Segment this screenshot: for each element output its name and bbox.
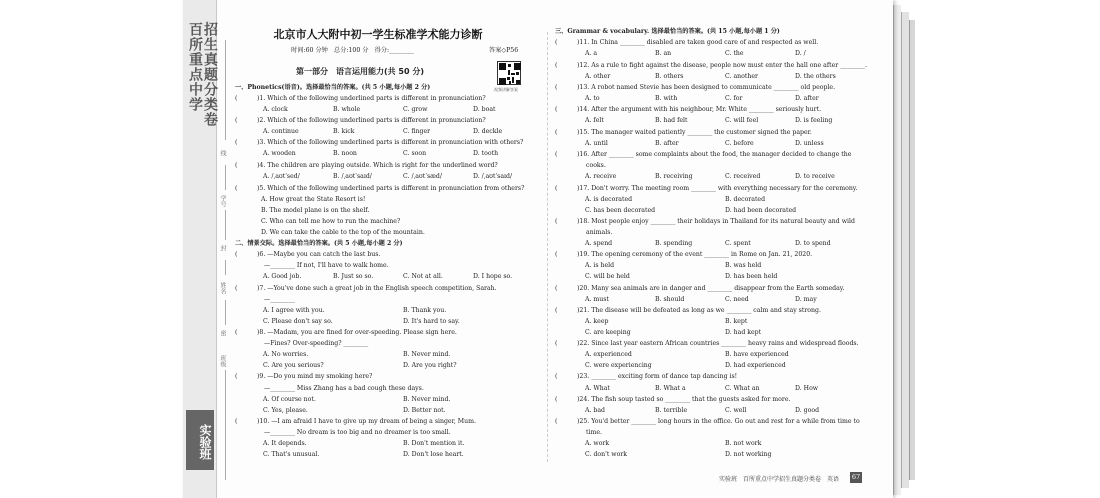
question-label: )11. In China ________ disabled are taken good care of and respected as well. [577, 39, 819, 46]
question-label: )20. Many sea animals are in danger and ________ disappear from the Earth someday. [577, 285, 845, 292]
answer-option: A. work [585, 440, 610, 447]
question-label: )1. Which of the following underlined parts is different in pronunciation? [257, 95, 486, 102]
question-label: )23. ________ exciting form of dance tap dancing is! [577, 373, 738, 380]
answer-option: D. had been decorated [725, 207, 797, 214]
question-text [235, 373, 373, 382]
answer-option: B. decorated [725, 196, 766, 203]
page-number: 67 [851, 473, 861, 481]
question-text [235, 418, 476, 427]
answer-option: A. Of course not. [263, 396, 316, 403]
answer-blank: ( [235, 418, 238, 425]
text-line: —________ Miss Zhang has a bad cough these days. [264, 385, 424, 392]
answer-option: A. keep [585, 318, 609, 325]
answer-option: D. How [795, 385, 819, 392]
answer-option: D. Better not. [403, 407, 446, 414]
answer-option: D. not working [725, 451, 772, 458]
answer-option: C. will feel [725, 117, 759, 124]
answer-blank: ( [555, 185, 558, 192]
question-label: )13. A robot named Stevie has been designed to communicate ________ old people. [577, 84, 836, 91]
question-label: )19. The opening ceremony of the event ________ in Rome on Jan. 21, 2020. [577, 251, 813, 258]
part-heading: 第一部分 语言运用能力(共 50 分) [295, 67, 424, 76]
answer-option: B. spending [655, 240, 693, 247]
text-line: —________ No dream is too big and no dreamer is too small. [264, 429, 451, 436]
text-line: D. We can take the cable to the top of the mountain. [261, 229, 425, 236]
answer-option: B. noon [333, 150, 357, 157]
binding-label: 学号 [219, 195, 226, 207]
question-label: )17. Don't worry. The meeting room ________ with everything necessary for the ceremony. [577, 185, 858, 192]
question-label: )18. Most people enjoy ________ their holidays in Thailand for its natural beauty and wild [577, 218, 855, 225]
binding-label: 封 [219, 245, 226, 251]
answer-option: D. has been held [725, 273, 778, 280]
answer-option: D. deckle [473, 128, 503, 135]
answer-option: A. Good job. [263, 273, 302, 280]
answer-option: B. others [655, 73, 684, 80]
binding-line [225, 165, 226, 190]
question-text [555, 62, 867, 71]
answer-option: B. Never mind. [403, 351, 451, 358]
text-line: —Fines? Over-speeding? ________ [264, 340, 369, 347]
answer-option: D. is feeling [795, 117, 833, 124]
answer-option: D. after [795, 95, 819, 102]
answer-blank: ( [555, 251, 558, 258]
binding-margin [217, 0, 227, 498]
answer-option: D. Don't lose heart. [403, 451, 464, 458]
answer-blank: ( [235, 95, 238, 102]
answer-option: B. with [655, 95, 678, 102]
answer-option: A. It depends. [263, 440, 307, 447]
answer-option: C. Please don't say so. [263, 318, 333, 325]
answer-blank: ( [555, 39, 558, 46]
answer-blank: ( [235, 329, 238, 336]
answer-option: C. are keeping [585, 329, 631, 336]
answer-option: B. after [655, 140, 679, 147]
answer-option: D. tooth [473, 150, 499, 157]
question-label: )25. You'd better ________ long hours in the office. Go out and rest for a while from time to [577, 418, 860, 425]
answer-option: C. need [725, 296, 749, 303]
question-label: )15. The manager waited patiently ________ the customer signed the paper. [577, 129, 812, 136]
section-heading: 三、Grammar & vocabulary. 选择最恰当的答案。(共 15 小题,每小题 1 分) [555, 28, 780, 35]
answer-option: B. receiving [655, 173, 693, 180]
answer-option: C. /ˌaʊtˈsæd/ [403, 173, 442, 180]
question-label: )4. The children are playing outside. Which is right for the underlined word? [257, 162, 498, 169]
binding-line [225, 300, 226, 325]
question-label: )22. Since last year eastern African countries ________ heavy rains and widespread floods. [577, 340, 859, 347]
answer-option: A. is decorated [585, 196, 633, 203]
answer-option: B. Just so so. [333, 273, 374, 280]
answer-reference: 答案◇P56 [489, 47, 519, 54]
section-heading: 二、情景交际。选择最恰当的答案。(共 5 小题,每小题 2 分) [235, 240, 403, 247]
answer-option: D. unless [795, 140, 824, 147]
page-edge [893, 5, 901, 495]
answer-option: C. another [725, 73, 758, 80]
answer-option: A. a [585, 50, 598, 57]
answer-option: D. I hope so. [473, 273, 513, 280]
question-label: )6. —Maybe you can catch the last bus. [257, 251, 381, 258]
question-label: )8. —Madam, you are fined for over-speeding. Please sign here. [257, 329, 457, 336]
question-label: )21. The disease will be defeated as long as we ________ calm and stay strong. [577, 307, 821, 314]
answer-option: D. boat [473, 106, 496, 113]
binding-line [225, 370, 226, 480]
binding-line [225, 40, 226, 140]
answer-option: D. to spend [795, 240, 831, 247]
answer-option: C. were experiencing [585, 362, 652, 369]
binding-label: 姓名 [219, 282, 226, 294]
answer-option: A. I agree with you. [263, 307, 325, 314]
answer-blank: ( [555, 418, 558, 425]
answer-blank: ( [235, 285, 238, 292]
answer-option: A. receive [585, 173, 617, 180]
question-text [555, 418, 860, 427]
question-label: )12. As a rule to fight against the disease, people now must enter the hall one after ________. [577, 62, 867, 69]
page-edge [901, 12, 909, 488]
answer-option: A. must [585, 296, 609, 303]
series-label: 百所重点中学 [187, 22, 203, 112]
exam-info: 时间:60 分钟 总分:100 分 得分:________ [291, 47, 414, 54]
answer-option: D. to receive [795, 173, 835, 180]
answer-blank: ( [555, 218, 558, 225]
question-text [555, 373, 738, 382]
answer-option: D. /ˌaʊtˈsaɪd/ [473, 173, 513, 180]
question-text [555, 307, 821, 316]
text-line: animals. [586, 229, 613, 236]
answer-option: C. before [725, 140, 754, 147]
answer-option: A. is held [585, 262, 615, 269]
question-text [555, 84, 836, 93]
answer-option: A. to [585, 95, 600, 102]
question-text [235, 117, 486, 126]
answer-option: A. clock [263, 106, 288, 113]
answer-option: A. spend [585, 240, 613, 247]
answer-option: D. the others [795, 73, 836, 80]
answer-option: C. has been decorated [585, 207, 656, 214]
answer-option: B. not work [725, 440, 762, 447]
answer-option: A. until [585, 140, 608, 147]
qr-caption: 视频讲解答案 [494, 87, 518, 92]
answer-option: B. kept [725, 318, 748, 325]
question-label: )16. After ________ some complaints about the food, the manager decided to change the [577, 151, 852, 158]
question-text [235, 95, 486, 104]
answer-blank: ( [235, 251, 238, 258]
answer-blank: ( [555, 396, 558, 403]
answer-option: C. Not at all. [403, 273, 443, 280]
answer-option: C. What an [725, 385, 760, 392]
page-title: 北京市人大附中初一学生标准学术能力诊断 [273, 28, 483, 41]
question-text [555, 285, 845, 294]
side-band [183, 0, 217, 498]
answer-option: A. /ˌaʊtˈsed/ [263, 173, 300, 180]
binding-label: 线 [219, 150, 226, 156]
answer-blank: ( [235, 162, 238, 169]
question-text [555, 185, 858, 194]
question-text [235, 162, 498, 171]
answer-option: A. No worries. [263, 351, 309, 358]
answer-blank: ( [235, 185, 238, 192]
question-text [235, 329, 457, 338]
answer-option: C. finger [403, 128, 431, 135]
answer-option: A. wooden [263, 150, 296, 157]
question-text [555, 340, 859, 349]
answer-blank: ( [555, 106, 558, 113]
question-text [555, 396, 791, 405]
answer-option: C. the [725, 50, 744, 57]
answer-option: B. have experienced [725, 351, 789, 358]
footer-text: 实验班 百所重点中学招生真题分类卷 英语 [719, 476, 840, 483]
question-text [555, 251, 813, 260]
answer-option: B. Thank you. [403, 307, 447, 314]
answer-blank: ( [555, 84, 558, 91]
question-text [555, 39, 819, 48]
answer-blank: ( [555, 129, 558, 136]
answer-option: D. It's hard to say. [403, 318, 460, 325]
question-label: )7. —You've done such a great job in the English speech competition, Sarah. [257, 285, 497, 292]
answer-blank: ( [555, 151, 558, 158]
question-text [235, 185, 525, 194]
answer-blank: ( [555, 285, 558, 292]
binding-line [225, 210, 226, 240]
question-text [555, 151, 852, 160]
answer-option: C. received [725, 173, 761, 180]
qr-code-icon [497, 61, 521, 85]
answer-option: C. That's unusual. [263, 451, 320, 458]
answer-option: C. spent [725, 240, 751, 247]
answer-option: D. Are you right? [403, 362, 457, 369]
answer-blank: ( [555, 307, 558, 314]
brand-logo: 实验班 [186, 410, 214, 470]
answer-option: B. What a [655, 385, 686, 392]
section-heading: 一、Phonetics(语音)。选择最恰当的答案。(共 5 小题,每小题 2 分) [235, 84, 431, 91]
question-label: )5. Which of the following underlined parts is different in pronunciation from others? [257, 185, 525, 192]
answer-option: B. terrible [655, 407, 688, 414]
answer-option: A. continue [263, 128, 299, 135]
question-text [235, 139, 524, 148]
question-text [555, 129, 812, 138]
answer-option: D. may [795, 296, 817, 303]
answer-blank: ( [235, 139, 238, 146]
answer-option: B. whole [333, 106, 361, 113]
question-label: )3. Which of the following underlined parts is different in pronunciation with others? [257, 139, 524, 146]
answer-blank: ( [555, 62, 558, 69]
text-line: A. How great the State Resort is! [261, 196, 366, 203]
question-label: )10. —I am afraid I have to give up my dream of being a singer, Mum. [257, 418, 476, 425]
answer-option: D. / [795, 50, 806, 57]
answer-option: B. an [655, 50, 672, 57]
answer-blank: ( [235, 117, 238, 124]
answer-option: B. Never mind. [403, 396, 451, 403]
question-text [555, 218, 855, 227]
answer-blank: ( [235, 373, 238, 380]
answer-option: C. Yes, please. [263, 407, 308, 414]
page-edge [909, 20, 915, 480]
answer-blank: ( [555, 340, 558, 347]
answer-option: B. had felt [655, 117, 688, 124]
column-divider [547, 32, 548, 462]
text-line: C. Who can tell me how to run the machine? [261, 218, 401, 225]
text-line: time. [586, 429, 602, 436]
answer-option: A. bad [585, 407, 606, 414]
question-label: )14. After the argument with his neighbour, Mr. White ________ seriously hurt. [577, 106, 822, 113]
text-line: B. The model plane is on the shelf. [261, 207, 370, 214]
answer-option: C. will be held [585, 273, 630, 280]
answer-option: C. soon [403, 150, 427, 157]
answer-option: A. other [585, 73, 611, 80]
answer-option: B. kick [333, 128, 355, 135]
text-line: —________ If not, I'll have to walk home. [264, 262, 389, 269]
answer-option: C. grow [403, 106, 428, 113]
text-line: —________ [264, 296, 295, 303]
answer-option: C. Are you serious? [263, 362, 324, 369]
answer-option: A. experienced [585, 351, 632, 358]
question-text [235, 285, 497, 294]
series-label-2: 招生真题分类卷 [202, 22, 218, 127]
answer-option: C. for [725, 95, 743, 102]
question-text [555, 106, 822, 115]
question-text [235, 251, 381, 260]
exam-page [183, 0, 893, 498]
text-line: cooks. [586, 162, 606, 169]
question-label: )2. Which of the following underlined parts is different in pronunciation? [257, 117, 486, 124]
answer-option: B. should [655, 296, 685, 303]
answer-option: D. had kept [725, 329, 762, 336]
answer-option: B. /ˌaʊtˈsaɪd/ [333, 173, 372, 180]
answer-option: C. don't work [585, 451, 628, 458]
answer-option: B. was held [725, 262, 762, 269]
answer-blank: ( [555, 373, 558, 380]
binding-label: 密 [219, 330, 226, 336]
question-label: )9. —Do you mind my smoking here? [257, 373, 373, 380]
binding-label: 班级 [219, 355, 226, 367]
answer-option: D. had experienced [725, 362, 786, 369]
answer-option: B. Don't mention it. [403, 440, 465, 447]
answer-option: A. felt [585, 117, 604, 124]
binding-line [225, 260, 226, 275]
answer-option: C. well [725, 407, 747, 414]
answer-option: D. good [795, 407, 820, 414]
question-label: )24. The fish soup tasted so ________ that the guests asked for more. [577, 396, 791, 403]
answer-option: A. What [585, 385, 610, 392]
